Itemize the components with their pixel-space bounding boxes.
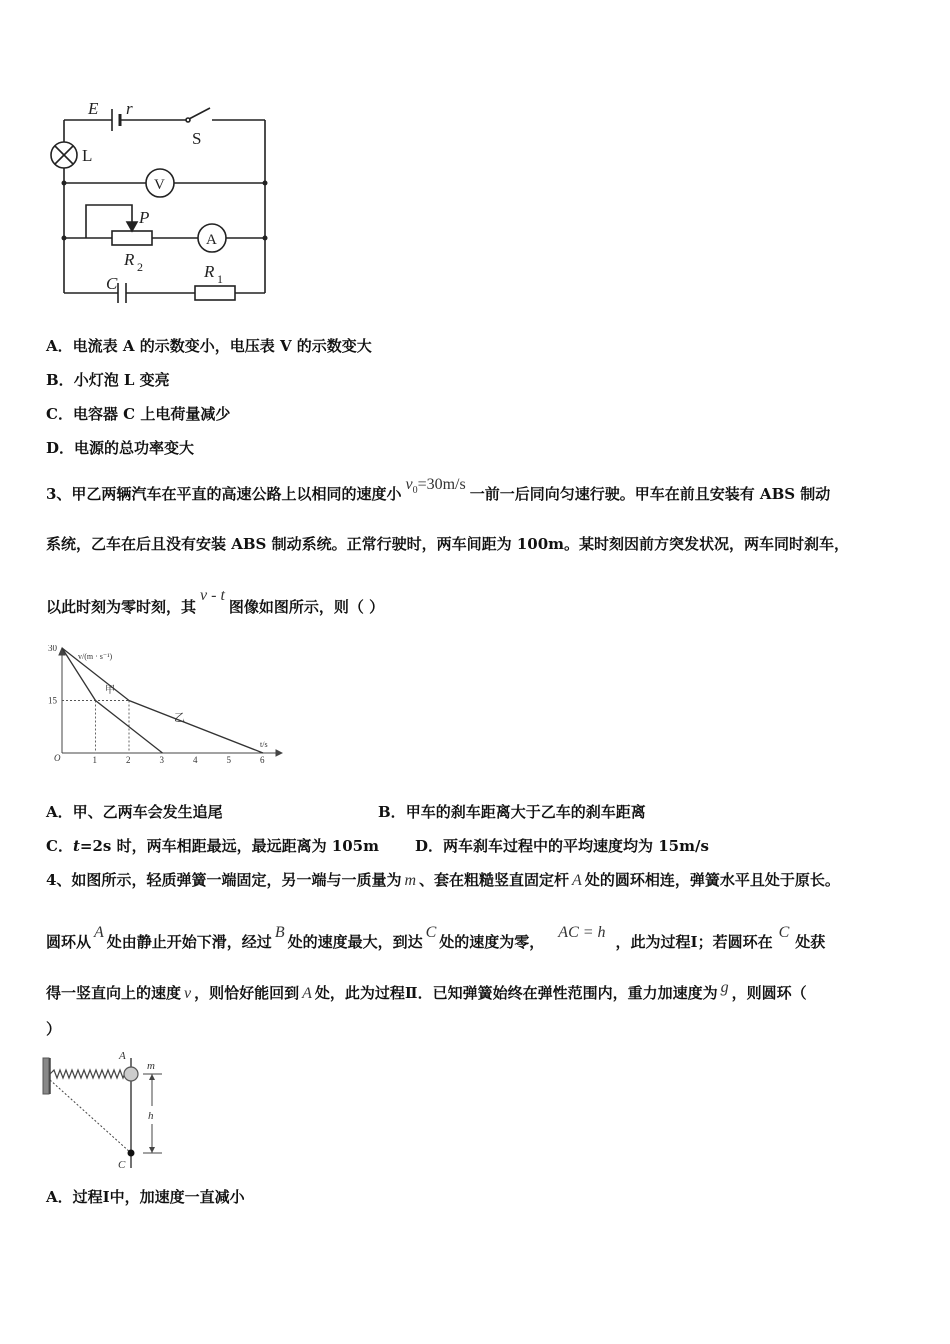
voltmeter-label: V [154, 177, 165, 193]
y-tick-label: 30 [48, 645, 57, 653]
series-line-1 [62, 648, 263, 753]
fig-label-m: m [147, 1060, 155, 1072]
fig-label-h: h [148, 1110, 154, 1122]
x-tick-label: 3 [159, 755, 164, 765]
q4-line-2: 圆环从A处由静止开始下滑，经过B处的速度最大，到达C处的速度为零，AC = h，此为过程Ⅰ；若圆环在C处获 [46, 924, 826, 951]
x-tick-label: 5 [226, 755, 231, 765]
q4-line-1: 4、如图所示，轻质弹簧一端固定，另一端与一质量为 m 、套在粗糙竖直固定杆 A 处的圆环相连，弹簧水平且处于原长。 [46, 871, 840, 889]
x-tick-label: 1 [92, 755, 97, 765]
x-tick-label: 2 [126, 755, 131, 765]
circuit-diagram [40, 95, 280, 310]
label-C: C [106, 274, 118, 293]
q3-line-3: 以此时刻为零时刻，其v - t图像如图所示，则（ ） [46, 587, 385, 616]
q3-option-d: D．两车刹车过程中的平均速度均为 15m/s [415, 837, 709, 855]
q2-option-d: D．电源的总功率变大 [46, 439, 195, 457]
label-R2-sub: 2 [137, 260, 143, 274]
q3-line-1: 3、甲乙两辆汽车在平直的高速公路上以相同的速度小$v^0=30m/s$一前一后同向匀速行驶。甲车在前且安装有 ABS 制动 [46, 476, 831, 503]
x-tick-label: 6 [260, 755, 265, 765]
q3-option-b: B．甲车的刹车距离大于乙车的刹车距离 [378, 803, 646, 821]
label-R1-sub: 1 [217, 272, 223, 286]
series-label-yi: 乙 [174, 712, 185, 724]
q4-line-4: ） [46, 1020, 62, 1038]
x-tick-label: 4 [193, 755, 198, 765]
q2-option-b: B．小灯泡 L 变亮 [46, 371, 170, 389]
q2-option-c: C．电容器 C 上电荷量减少 [46, 405, 231, 423]
wall [43, 1058, 49, 1094]
x-axis-label: t/s [260, 740, 268, 749]
label-S: S [192, 129, 202, 148]
spring-ring-figure [40, 1050, 170, 1175]
origin-label: O [54, 753, 61, 763]
fig-label-A: A [119, 1050, 126, 1062]
label-R2: R [124, 250, 135, 269]
q3-line-2: 系统，乙车在后且没有安装 ABS 制动系统。正常行驶时，两车间距为 100m。某时刻因前方突发状况，两车同时刹车， [46, 535, 850, 553]
q4-option-a: A．过程Ⅰ中，加速度一直减小 [46, 1188, 245, 1206]
y-tick-label: 15 [48, 695, 57, 706]
y-axis-label: v/(m · s⁻¹) [78, 652, 113, 661]
label-R1: R [204, 262, 215, 281]
label-r: r [126, 99, 133, 118]
label-P: P [139, 208, 150, 227]
spring [50, 1070, 129, 1078]
fig-label-C: C [118, 1159, 126, 1171]
series-line-0 [62, 648, 163, 753]
label-E: E [88, 99, 99, 118]
q2-option-a: A．电流表 A 的示数变小，电压表 V 的示数变大 [46, 337, 372, 355]
q3-option-a: A．甲、乙两车会发生追尾 [46, 803, 223, 821]
ammeter-label: A [206, 232, 217, 248]
vt-chart [48, 645, 283, 765]
ring [124, 1067, 138, 1081]
q3-option-c: C．t=2s 时，两车相距最远，最远距离为 105m [46, 837, 379, 855]
q4-line-3: 得一竖直向上的速度 v ，则恰好能回到 A 处，此为过程Ⅱ．已知弹簧始终在弹性范围内，重力加速度为 g ，则圆环（ [46, 979, 807, 1002]
series-label-jia: 甲 [105, 685, 115, 696]
label-L: L [82, 146, 93, 165]
